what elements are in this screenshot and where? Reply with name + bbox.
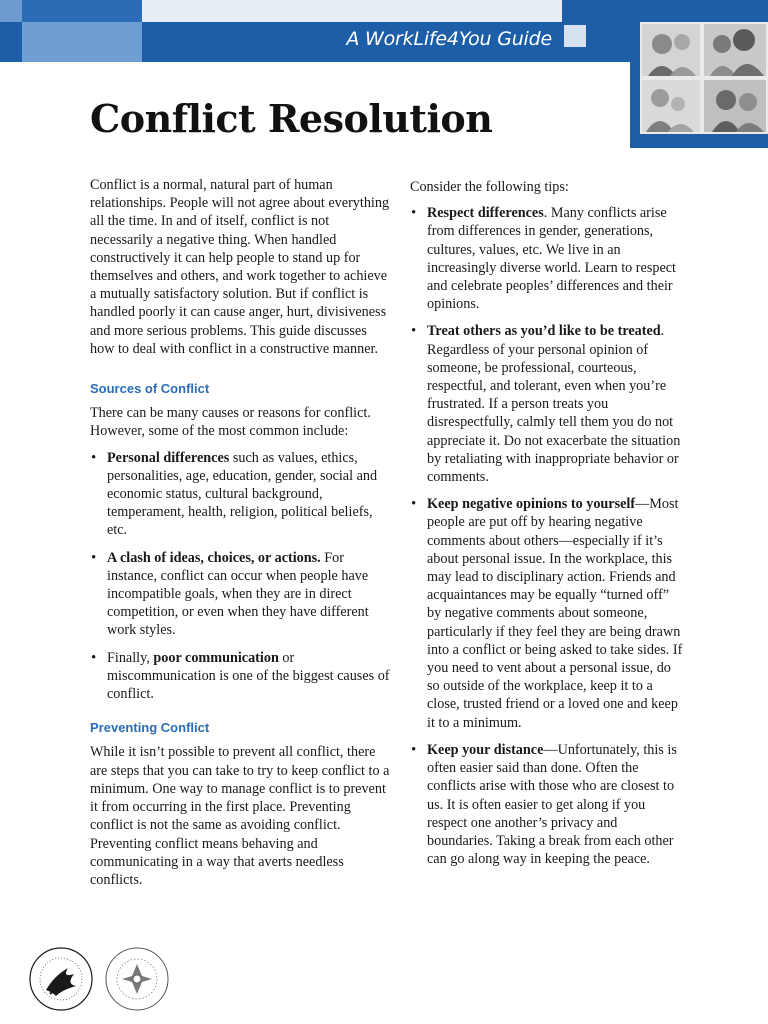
sources-list xyxy=(90,449,390,704)
list-item-bold: Treat others as you’d like to be treated xyxy=(427,323,661,340)
header-square xyxy=(564,25,586,47)
header-square xyxy=(22,0,142,22)
list-item-bold: poor communication xyxy=(153,649,279,666)
header-square xyxy=(0,0,22,22)
right-column xyxy=(410,178,685,877)
list-item-bold: Respect differences xyxy=(427,205,544,222)
list-item-bold: Personal differences xyxy=(107,449,230,466)
list-item-text: —Unfortunately, this is often easier said than done. Often the conflicts arise with those who are closest to us. It is often easier to get along if you respect one another’s privacy and boundaries. Taking a break from each other can go along way in keeping the peace. xyxy=(427,741,677,868)
sources-heading: Sources of Conflict xyxy=(90,381,210,397)
tips-intro: Consider the following tips: xyxy=(410,179,569,195)
header-square xyxy=(142,0,562,22)
list-item-bold: A clash of ideas, choices, or actions. xyxy=(107,549,321,566)
family-photo-collage xyxy=(640,22,768,134)
header-square xyxy=(562,0,588,22)
list-item-bold: Keep negative opinions to yourself xyxy=(427,496,636,513)
list-item-text: . Many conflicts arise from differences in gender, generations, cultures, values, etc. We live in an increasingly diverse world. Learn to respect and celebrate peoples’ differences and their opinions. xyxy=(427,205,676,313)
list-item-text: such as values, ethics, personalities, age, education, gender, social and economic status, cultural background, temperament, health, religion, political beliefs, etc. xyxy=(107,449,378,539)
page-title: Conflict Resolution xyxy=(90,96,493,141)
list-item xyxy=(410,204,685,313)
list-item-bold: Keep your distance xyxy=(427,741,544,758)
niosh-seal-icon xyxy=(104,946,170,1012)
header-square xyxy=(0,22,22,62)
list-item-text: . Regardless of your personal opinion of someone, be professional, courteous, respectful, and tolerant, even when you’re frustrated. If a person treats you disrespectfully, calmly tell them you do not appreciate it. Do not exacerbate the situation by retaliating with inappropriate behavior or comments. xyxy=(427,323,681,486)
list-item xyxy=(90,649,390,704)
tips-list xyxy=(410,204,685,868)
list-item-text: or miscommunication is one of the biggest causes of conflict. xyxy=(107,649,390,703)
list-item xyxy=(90,449,390,540)
list-item xyxy=(410,741,685,868)
list-item-text: —Most people are put off by hearing negative comments about others—especially if it’s about personal issue. In the workplace, this may lead to disciplinary action. Friends and acquaintances may be equally “turned off” by negative comments about someone, particularly if they feel they are being drawn into a conflict or being asked to take sides. If you need to vent about a personal issue, do so outside of the workplace, keep it to a close, trusted friend or a loved one and keep it to a minimum. xyxy=(427,496,683,731)
list-item-prefix: Finally, xyxy=(107,649,154,666)
header-square xyxy=(22,22,142,62)
list-item-text: For instance, conflict can occur when people have incompatible goals, when they are in direct competition, or even when they have different work styles. xyxy=(107,549,369,639)
intro-paragraph: Conflict is a normal, natural part of human relationships. People will not agree about everything all the time. In and of itself, conflict is not necessarily a negative thing. When handled constructively it can help people to stand up for themselves and others, and work together to achieve a mutually satisfactory solution. But if conflict is handled poorly it can cause anger, hurt, divisiveness and more serious problems. This guide discusses how to deal with conflict in a constructive manner. xyxy=(90,177,390,357)
left-column xyxy=(90,176,390,889)
sources-intro: There can be many causes or reasons for conflict. However, some of the most common include: xyxy=(90,405,371,440)
list-item xyxy=(90,549,390,640)
list-item xyxy=(410,322,685,486)
preventing-heading: Preventing Conflict xyxy=(90,720,210,736)
list-item xyxy=(410,495,685,732)
preventing-paragraph: While it isn’t possible to prevent all conflict, there are steps that you can take to try to keep conflict to a minimum. One way to manage conflict is to prevent it from occurring in the first place. Preventing conflict is not the same as avoiding conflict. Preventing conflict means behaving and communicating in a way that averts needless conflicts. xyxy=(90,744,390,888)
hhs-seal-icon xyxy=(28,946,94,1012)
guide-subtitle: A WorkLife4You Guide xyxy=(346,28,552,50)
